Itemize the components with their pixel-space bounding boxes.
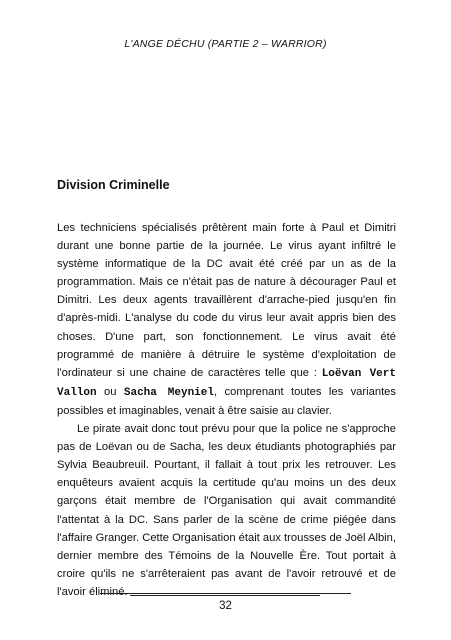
paragraph-2: Le pirate avait donc tout prévu pour que la police ne s'approche pas de Loëvan ou de Sacha, les deux étudiants photographiés par Sylvia Beaubreuil. Pourtant, il fallait à tout prix les retrouver. Les enquêteurs avaient acquis la certitude qu'au moins un des deux garçons était membre de l'Organisation qui avait commandité l'attentat à la DC. Sans parler de la scène de crime piégée dans l'affaire Granger. Cette Organisation était aux trousses de Joël Albin, dernier membre des Témoins de la Nouvelle Ère. Tout portait à croire qu'ils ne s'arrêteraient pas avant de l'avoir retrouvé et de l'avoir éliminé.: [57, 423, 396, 598]
footer-rule: [100, 593, 351, 594]
paragraph-1-text: Les techniciens spécialisés prêtèrent main forte à Paul et Dimitri durant une bonne partie de la journée. Le virus ayant infiltré le système informatique de la DC avait été créé par un as de la programmation. Mais ce n'était pas de nature à décourager Paul et Dimitri. Les deux agents travaillèrent d'arrache-pied jusqu'en fin d'après-midi. L'analyse du code du virus leur avait appris bien des choses. D'une part, son fonctionnement. Le virus avait été programmé de manière à détruire le système d'exploitation de l'ordinateur si une chaine de caractères telle que :: [57, 222, 396, 379]
page-number: 32: [219, 600, 232, 612]
body-text: [57, 219, 396, 601]
paragraph-1-conjunction: ou: [96, 385, 124, 398]
section-title: Division Criminelle: [57, 178, 170, 192]
running-header: L'ANGE DÉCHU (PARTIE 2 – WARRIOR): [124, 38, 327, 50]
paragraph-1-ending: , comprenant toutes les variantes possibles et imaginables, venait à être saisie au clavier.: [57, 385, 396, 417]
code-name-loevan: Loëvan Vert Vallon: [57, 367, 396, 399]
code-name-sacha: Sacha Meyniel: [123, 386, 214, 399]
paragraph-1: [57, 219, 396, 420]
footer-rule-accent: [130, 595, 320, 596]
